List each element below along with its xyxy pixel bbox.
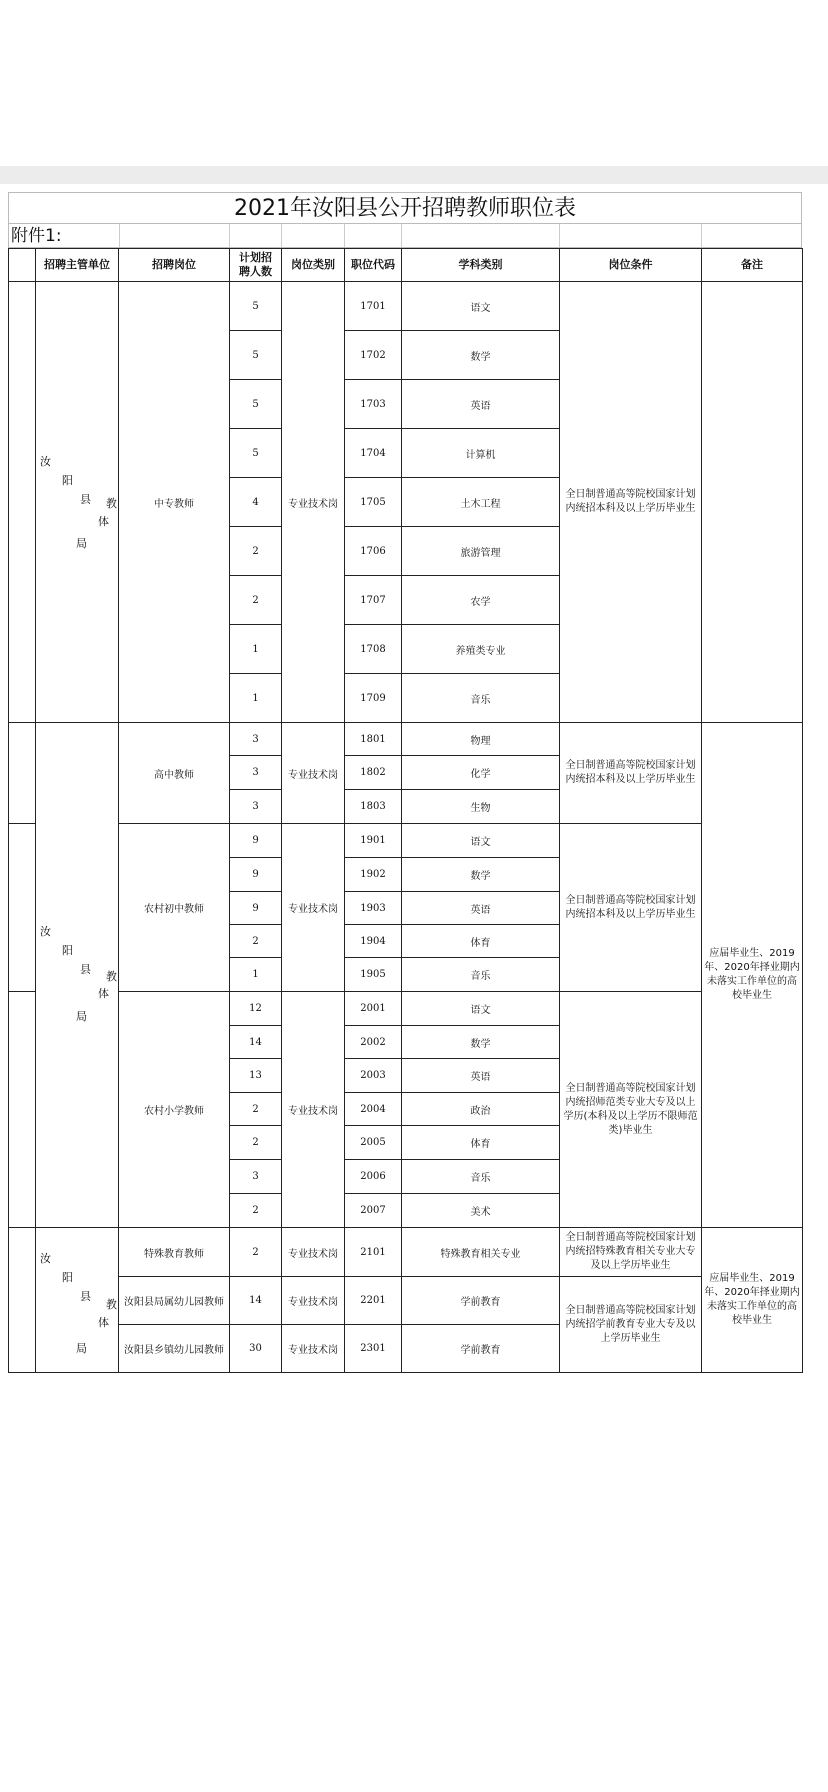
header-count-line1: 计划招	[239, 251, 272, 264]
unit-vertical-text	[36, 1228, 118, 1372]
count-cell: 4	[230, 478, 282, 527]
subject-cell: 英语	[402, 892, 560, 925]
post-cell: 农村初中教师	[119, 824, 230, 992]
table-row	[9, 282, 803, 331]
remark-cell-empty	[702, 282, 803, 723]
table-row	[9, 1277, 803, 1325]
attach-divider	[344, 224, 345, 247]
condition-cell: 全日制普通高等院校国家计划内统招本科及以上学历毕业生	[560, 824, 702, 992]
unit-cell	[36, 723, 119, 1228]
attach-divider	[229, 224, 230, 247]
count-cell: 5	[230, 282, 282, 331]
count-cell: 2	[230, 1228, 282, 1277]
code-cell: 1707	[345, 576, 402, 625]
header-category: 岗位类别	[282, 249, 345, 282]
unit-char: 教	[106, 1298, 117, 1311]
attach-divider	[401, 224, 402, 247]
table-row	[9, 992, 803, 1026]
count-cell: 12	[230, 992, 282, 1026]
post-cell: 汝阳县乡镇幼儿园教师	[119, 1325, 230, 1373]
category-cell: 专业技术岗	[282, 282, 345, 723]
subject-cell: 生物	[402, 790, 560, 824]
header-subject: 学科类别	[402, 249, 560, 282]
unit-vertical-text	[36, 723, 118, 1227]
code-cell: 1902	[345, 858, 402, 892]
header-row	[9, 249, 803, 282]
count-cell: 9	[230, 892, 282, 925]
code-cell: 1706	[345, 527, 402, 576]
subject-cell: 物理	[402, 723, 560, 756]
category-cell: 专业技术岗	[282, 1325, 345, 1373]
unit-char: 体	[98, 515, 109, 528]
attachment-row	[8, 224, 802, 248]
code-cell: 1702	[345, 331, 402, 380]
unit-char: 汝	[40, 1252, 51, 1265]
code-cell: 1803	[345, 790, 402, 824]
row-index-blank	[9, 282, 36, 723]
category-cell: 专业技术岗	[282, 1277, 345, 1325]
table-row	[9, 1228, 803, 1277]
subject-cell: 英语	[402, 1059, 560, 1093]
post-cell: 中专教师	[119, 282, 230, 723]
attach-divider	[559, 224, 560, 247]
attach-divider	[701, 224, 702, 247]
subject-cell: 数学	[402, 1026, 560, 1059]
unit-char: 局	[76, 1342, 87, 1355]
page-title	[8, 192, 802, 224]
condition-cell: 全日制普通高等院校国家计划内统招本科及以上学历毕业生	[560, 282, 702, 723]
count-cell: 3	[230, 756, 282, 790]
header-condition: 岗位条件	[560, 249, 702, 282]
code-cell: 1709	[345, 674, 402, 723]
count-cell: 3	[230, 723, 282, 756]
code-cell: 1708	[345, 625, 402, 674]
subject-cell: 特殊教育相关专业	[402, 1228, 560, 1277]
count-cell: 14	[230, 1026, 282, 1059]
count-cell: 30	[230, 1325, 282, 1373]
unit-char: 阳	[62, 474, 73, 487]
code-cell: 1704	[345, 429, 402, 478]
unit-char: 阳	[62, 1271, 73, 1284]
header-remark: 备注	[702, 249, 803, 282]
unit-cell	[36, 1228, 119, 1373]
remark-cell: 应届毕业生、2019年、2020年择业期内未落实工作单位的高校毕业生	[702, 723, 803, 1228]
top-gray-bar	[0, 166, 828, 184]
code-cell: 1701	[345, 282, 402, 331]
unit-char: 体	[98, 1316, 109, 1329]
subject-cell: 旅游管理	[402, 527, 560, 576]
unit-char: 局	[76, 537, 87, 550]
header-count	[230, 249, 282, 282]
row-index-blank	[9, 723, 36, 824]
category-cell: 专业技术岗	[282, 992, 345, 1228]
subject-cell: 数学	[402, 858, 560, 892]
code-cell: 1905	[345, 958, 402, 992]
count-cell: 2	[230, 1126, 282, 1160]
unit-char: 教	[106, 970, 117, 983]
header-unit: 招聘主管单位	[36, 249, 119, 282]
post-cell: 农村小学教师	[119, 992, 230, 1228]
unit-char: 汝	[40, 925, 51, 938]
condition-cell: 全日制普通高等院校国家计划内统招本科及以上学历毕业生	[560, 723, 702, 824]
count-cell: 2	[230, 925, 282, 958]
count-cell: 5	[230, 380, 282, 429]
count-cell: 1	[230, 625, 282, 674]
subject-cell: 学前教育	[402, 1277, 560, 1325]
count-cell: 2	[230, 576, 282, 625]
unit-char: 教	[106, 497, 117, 510]
category-cell: 专业技术岗	[282, 1228, 345, 1277]
subject-cell: 体育	[402, 925, 560, 958]
count-cell: 5	[230, 429, 282, 478]
code-cell: 2004	[345, 1093, 402, 1126]
count-cell: 14	[230, 1277, 282, 1325]
row-index-blank	[9, 992, 36, 1228]
subject-cell: 语文	[402, 824, 560, 858]
subject-cell: 养殖类专业	[402, 625, 560, 674]
code-cell: 2301	[345, 1325, 402, 1373]
attachment-label: 附件1:	[11, 226, 62, 246]
count-cell: 3	[230, 790, 282, 824]
code-cell: 2007	[345, 1194, 402, 1228]
header-post: 招聘岗位	[119, 249, 230, 282]
code-cell: 1903	[345, 892, 402, 925]
count-cell: 3	[230, 1160, 282, 1194]
condition-cell: 全日制普通高等院校国家计划内统招学前教育专业大专及以上学历毕业生	[560, 1277, 702, 1373]
count-cell: 9	[230, 858, 282, 892]
code-cell: 1801	[345, 723, 402, 756]
unit-char: 体	[98, 987, 109, 1000]
unit-char: 县	[80, 963, 91, 976]
subject-cell: 音乐	[402, 958, 560, 992]
code-cell: 2003	[345, 1059, 402, 1093]
unit-vertical-text	[36, 282, 118, 722]
subject-cell: 化学	[402, 756, 560, 790]
code-cell: 1705	[345, 478, 402, 527]
count-cell: 2	[230, 1093, 282, 1126]
condition-cell: 全日制普通高等院校国家计划内统招特殊教育相关专业大专及以上学历毕业生	[560, 1228, 702, 1277]
subject-cell: 体育	[402, 1126, 560, 1160]
subject-cell: 数学	[402, 331, 560, 380]
code-cell: 2201	[345, 1277, 402, 1325]
condition-cell: 全日制普通高等院校国家计划内统招师范类专业大专及以上学历(本科及以上学历不限师范类)毕业生	[560, 992, 702, 1228]
row-index-blank	[9, 824, 36, 992]
table-row	[9, 723, 803, 756]
count-cell: 9	[230, 824, 282, 858]
attach-divider	[281, 224, 282, 247]
unit-char: 局	[76, 1010, 87, 1023]
code-cell: 2005	[345, 1126, 402, 1160]
post-cell: 汝阳县局属幼儿园教师	[119, 1277, 230, 1325]
subject-cell: 农学	[402, 576, 560, 625]
unit-cell	[36, 282, 119, 723]
table-row	[9, 824, 803, 858]
code-cell: 1901	[345, 824, 402, 858]
post-cell: 高中教师	[119, 723, 230, 824]
subject-cell: 语文	[402, 282, 560, 331]
unit-char: 阳	[62, 944, 73, 957]
category-cell: 专业技术岗	[282, 723, 345, 824]
count-cell: 2	[230, 1194, 282, 1228]
subject-cell: 英语	[402, 380, 560, 429]
code-cell: 2002	[345, 1026, 402, 1059]
code-cell: 1703	[345, 380, 402, 429]
subject-cell: 土木工程	[402, 478, 560, 527]
row-index-blank	[9, 1228, 36, 1373]
code-cell: 2101	[345, 1228, 402, 1277]
subject-cell: 计算机	[402, 429, 560, 478]
attach-divider	[119, 224, 120, 247]
remark-cell: 应届毕业生、2019年、2020年择业期内未落实工作单位的高校毕业生	[702, 1228, 803, 1373]
subject-cell: 音乐	[402, 1160, 560, 1194]
unit-char: 汝	[40, 455, 51, 468]
post-cell: 特殊教育教师	[119, 1228, 230, 1277]
header-count-line2: 聘人数	[239, 265, 272, 278]
code-cell: 2001	[345, 992, 402, 1026]
subject-cell: 音乐	[402, 674, 560, 723]
code-cell: 1904	[345, 925, 402, 958]
count-cell: 1	[230, 958, 282, 992]
subject-cell: 美术	[402, 1194, 560, 1228]
subject-cell: 语文	[402, 992, 560, 1026]
category-cell: 专业技术岗	[282, 824, 345, 992]
subject-cell: 学前教育	[402, 1325, 560, 1373]
header-blank	[9, 249, 36, 282]
count-cell: 1	[230, 674, 282, 723]
header-code: 职位代码	[345, 249, 402, 282]
code-cell: 2006	[345, 1160, 402, 1194]
count-cell: 13	[230, 1059, 282, 1093]
positions-table	[8, 248, 803, 1373]
title-text: 2021年汝阳县公开招聘教师职位表	[234, 196, 576, 221]
code-cell: 1802	[345, 756, 402, 790]
subject-cell: 政治	[402, 1093, 560, 1126]
unit-char: 县	[80, 1290, 91, 1303]
count-cell: 5	[230, 331, 282, 380]
unit-char: 县	[80, 493, 91, 506]
count-cell: 2	[230, 527, 282, 576]
